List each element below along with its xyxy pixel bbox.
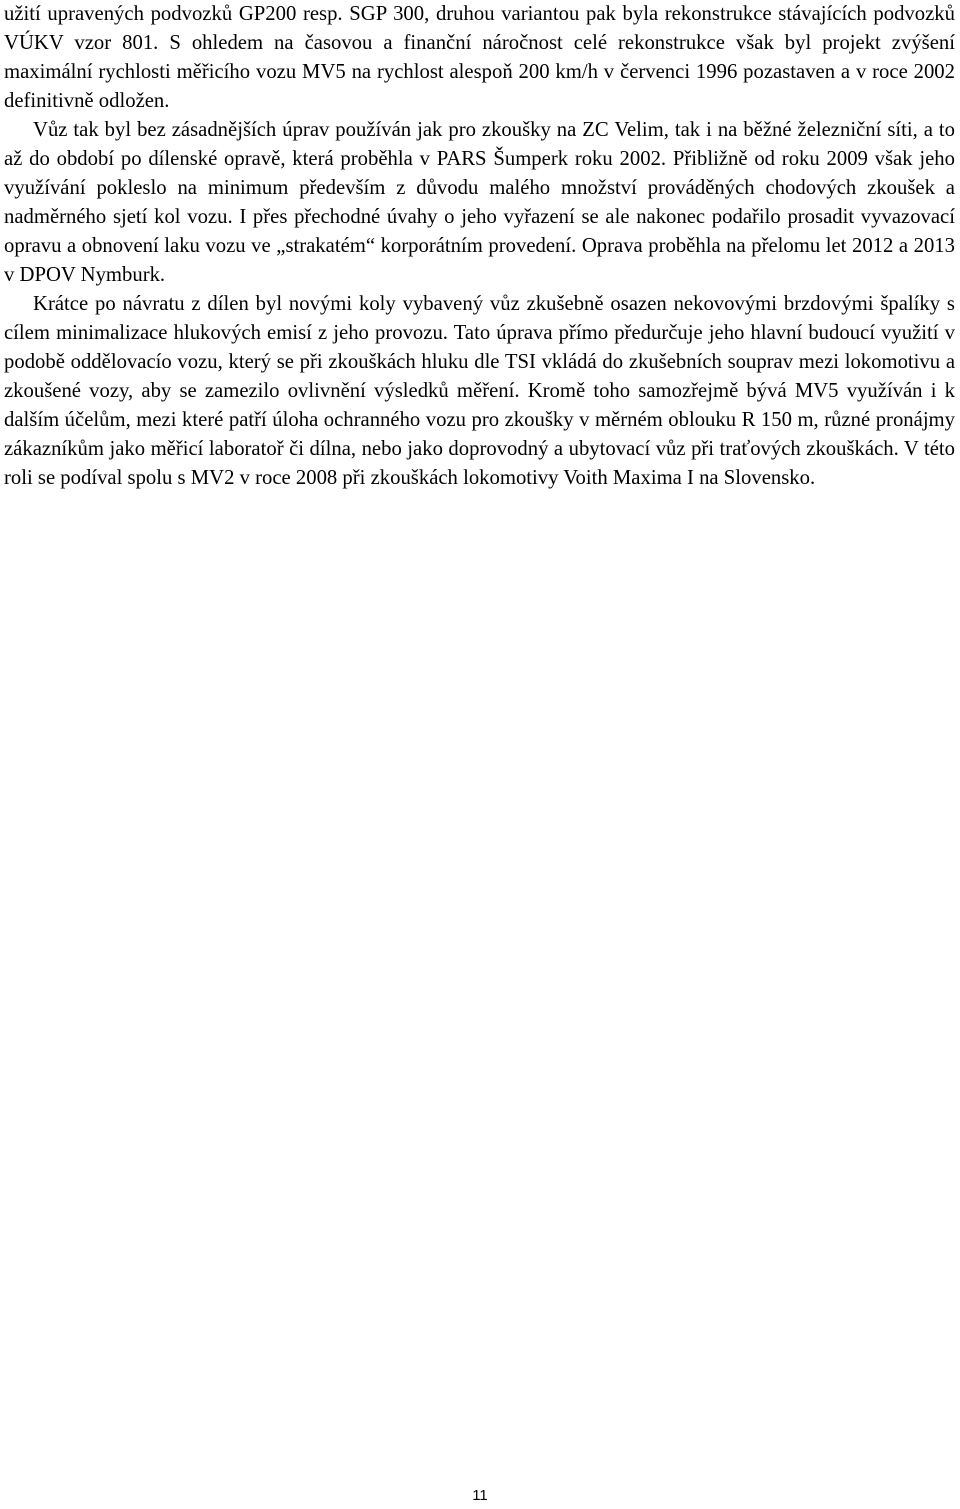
paragraph-continuation: užití upravených podvozků GP200 resp. SGP 300, druhou variantou pak byla rekonstrukce stávajících podvozků VÚKV vzor 801. S ohledem na časovou a finanční náročnost celé rekonstrukce však byl projekt zvýšení maximální rychlosti měřicího vozu MV5 na rychlost alespoň 200 km/h v červenci 1996 pozastaven a v roce 2002 definitivně odložen.	[4, 3, 955, 112]
paragraph: Vůz tak byl bez zásadnějších úprav používán jak pro zkoušky na ZC Velim, tak i na běžné železniční síti, a to až do období po dílenské opravě, která proběhla v PARS Šumperk roku 2002. Přibližně od roku 2009 však jeho využívání pokleslo na minimum především z důvodu malého množství prováděných chodových zkoušek a nadměrného sjetí kol vozu. I přes přechodné úvahy o jeho vyřazení se ale nakonec podařilo prosadit vyvazovací opravu a obnovení laku vozu ve „strakatém“ korporátním provedení. Oprava proběhla na přelomu let 2012 a 2013 v DPOV Nymburk.	[4, 119, 955, 286]
paragraph: Krátce po návratu z dílen byl novými koly vybavený vůz zkušebně osazen nekovovými brzdovými špalíky s cílem minimalizace hlukových emisí z jeho provozu. Tato úprava přímo předurčuje jeho hlavní budoucí využití v podobě oddělovacío vozu, který se při zkouškách hluku dle TSI vkládá do zkušebních souprav mezi lokomotivu a zkoušené vozy, aby se zamezilo ovlivnění výsledků měření. Kromě toho samozřejmě bývá MV5 využíván i k dalším účelům, mezi které patří úloha ochranného vozu pro zkoušky v měrném oblouku R 150 m, různé pronájmy zákazníkům jako měřicí laboratoř či dílna, nebo jako doprovodný a ubytovací vůz při traťových zkouškách. V této roli se podíval spolu s MV2 v roce 2008 při zkouškách lokomotivy Voith Maxima I na Slovensko.	[4, 293, 955, 489]
document-page	[4, 0, 955, 493]
page-number: 11	[472, 1487, 488, 1504]
